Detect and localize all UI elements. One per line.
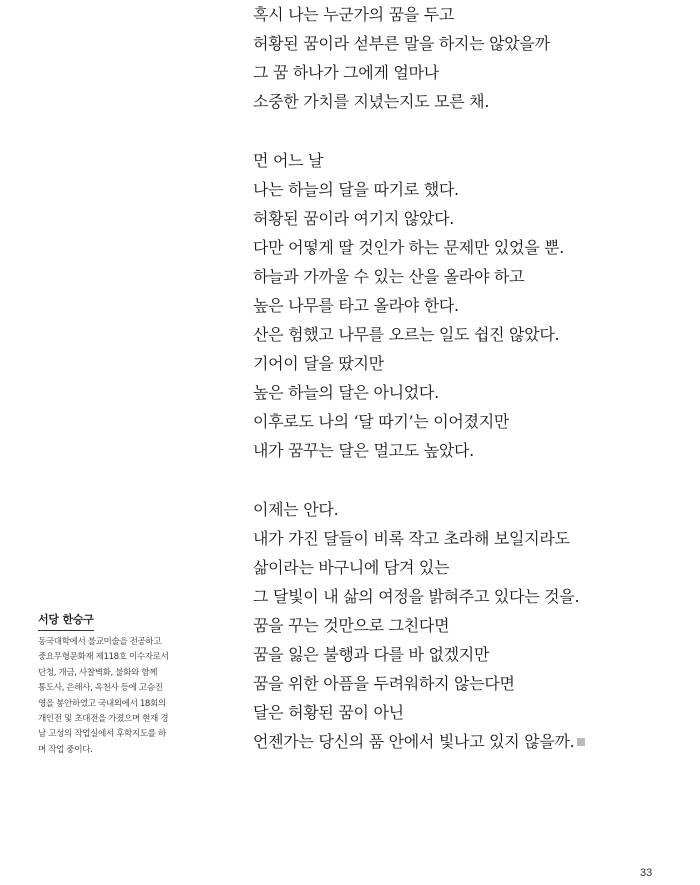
- poem-body: [253, 0, 693, 786]
- poem-last-line: [253, 727, 693, 756]
- poem-line: 나는 하늘의 달을 따기로 했다.: [253, 180, 459, 199]
- poem-line: 그 꿈 하나가 그에게 얼마나: [253, 63, 439, 82]
- poem-line: 그 달빛이 내 삶의 여정을 밝혀주고 있다는 것을.: [253, 587, 580, 606]
- poem-line: 소중한 가치를 지녔는지도 모른 채.: [253, 92, 490, 111]
- poem-line: 높은 하늘의 달은 아니었다.: [253, 383, 439, 402]
- author-bio-line: 영을 봉안하였고 국내외에서 18회의: [38, 698, 166, 709]
- poem-stanza-3: [253, 495, 693, 756]
- author-name: 서당 한승구: [38, 611, 94, 631]
- poem-stanza-1: [253, 0, 693, 116]
- poem-line: 꿈을 잃은 불행과 다를 바 없겠지만: [253, 645, 490, 664]
- poem-line: 꿈을 위한 아픔을 두려워하지 않는다면: [253, 674, 515, 693]
- poem-line: 꿈을 꾸는 것만으로 그친다면: [253, 616, 450, 635]
- poem-line: 내가 꿈꾸는 달은 멀고도 높았다.: [253, 441, 474, 460]
- author-profile: [38, 608, 190, 758]
- author-bio-line: 남 고성의 작업실에서 후학지도를 하: [38, 729, 166, 740]
- poem-line: 내가 가진 달들이 비록 작고 초라해 보일지라도: [253, 529, 570, 548]
- poem-line: 하늘과 가까울 수 있는 산을 올라야 하고: [253, 267, 525, 286]
- poem-line: 삶이라는 바구니에 담겨 있는: [253, 558, 450, 577]
- poem-line: 달은 허황된 꿈이 아닌: [253, 703, 404, 722]
- poem-line: 다만 어떻게 딸 것인가 하는 문제만 있었을 뿐.: [253, 238, 565, 257]
- poem-line: 먼 어느 날: [253, 151, 324, 170]
- poem-line: 혹시 나는 누군가의 꿈을 두고: [253, 5, 455, 24]
- poem-line: 이제는 안다.: [253, 500, 339, 519]
- poem-line: 기어이 달을 땄지만: [253, 354, 384, 373]
- poem-line: 높은 나무를 타고 올라야 한다.: [253, 296, 459, 315]
- author-bio-line: 통도사, 은해사, 옥천사 등에 고승진: [38, 683, 163, 694]
- author-bio-line: 단청, 개금, 사찰벽화, 불화와 함께: [38, 667, 158, 678]
- poem-line: 이후로도 나의 ‘달 따기’는 이어졌지만: [253, 412, 510, 431]
- poem-last-line-text: 언젠가는 당신의 품 안에서 빛나고 있지 않을까.: [253, 732, 575, 751]
- author-bio: [38, 635, 190, 758]
- poem-stanza-2: [253, 146, 693, 465]
- poem-line: 산은 험했고 나무를 오르는 일도 쉽진 않았다.: [253, 325, 560, 344]
- author-bio-line: 개인전 및 초대전을 가졌으며 현재 경: [38, 714, 169, 725]
- poem-line: 허황된 꿈이라 섣부른 말을 하지는 않았을까: [253, 34, 550, 53]
- author-bio-line: 중요무형문화재 제118호 이수자로서: [38, 652, 169, 663]
- poem-line: 허황된 꿈이라 여기지 않았다.: [253, 209, 455, 228]
- author-bio-line: 며 작업 중이다.: [38, 744, 93, 755]
- author-bio-line: 동국대학에서 불교미술을 전공하고: [38, 637, 162, 647]
- end-mark-square-icon: [577, 738, 585, 746]
- page-number: 33: [640, 867, 653, 879]
